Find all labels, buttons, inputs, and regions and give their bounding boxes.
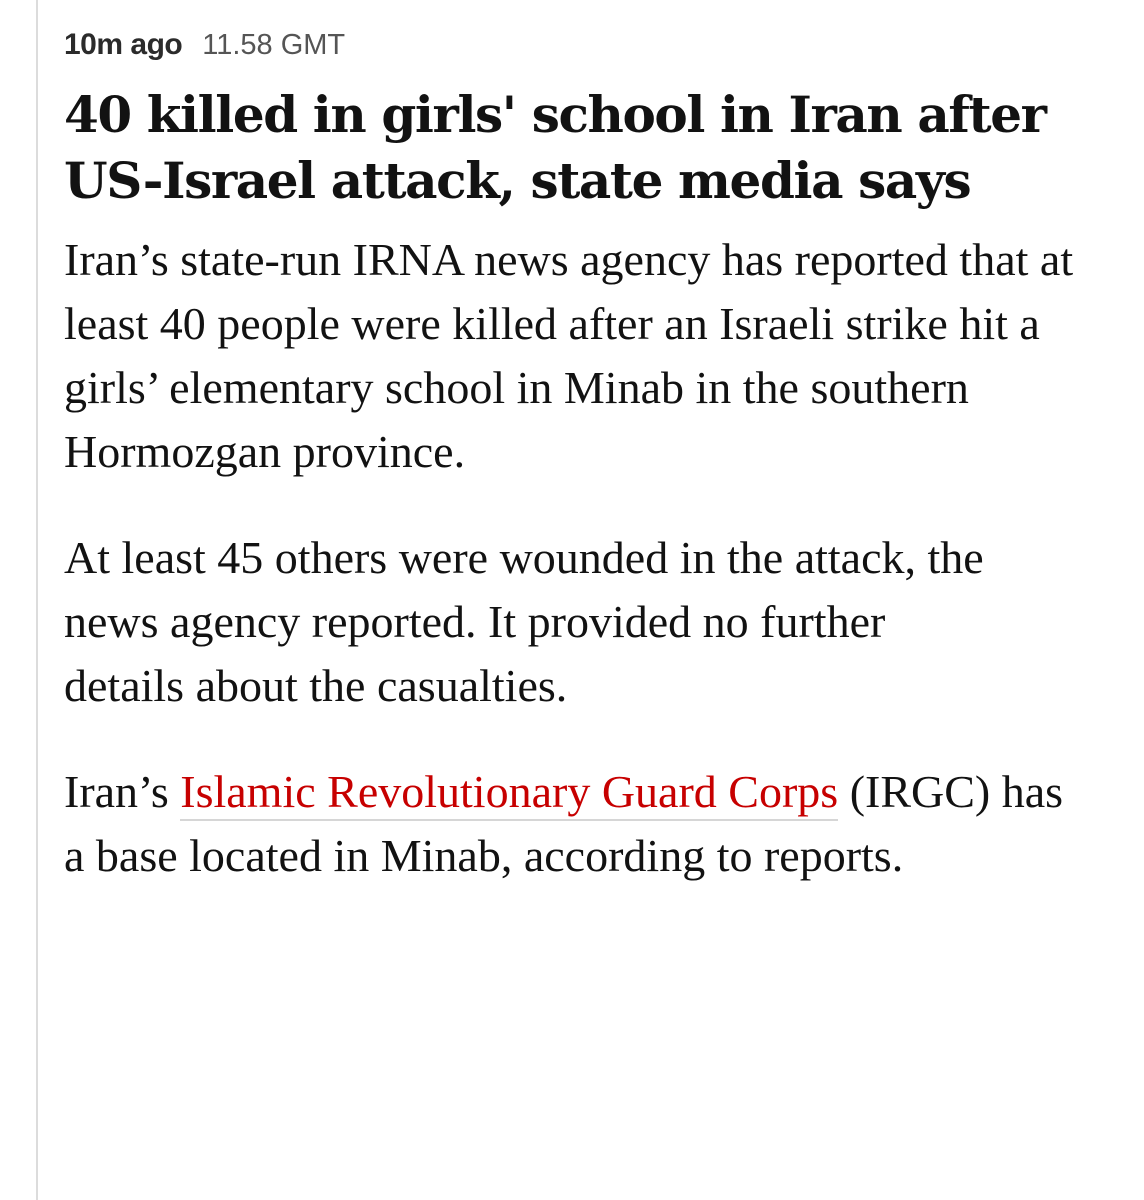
entry-headline: 40 killed in girls' school in Iran after US-Israel attack, state media says xyxy=(64,85,1046,210)
paragraph-text-after-link: (IRGC) has a base located in Minab, according to reports. xyxy=(64,766,1064,881)
paragraph-text-before-link: Iran’s xyxy=(64,766,181,817)
entry-meta xyxy=(64,28,1124,68)
time-ago-link[interactable]: 10m ago xyxy=(64,28,183,61)
irgc-link[interactable]: Islamic Revolutionary Guard Corps xyxy=(180,766,838,821)
body-paragraph-3 xyxy=(64,760,1064,888)
body-paragraph-1: Iran’s state-run IRNA news agency has reported that at least 40 people were killed after an Israeli strike hit a girls’ elementary school in Minab in the southern Hormozgan province. xyxy=(64,234,1074,477)
left-border-rule xyxy=(36,0,38,1200)
live-blog-entry xyxy=(64,0,1124,888)
body-paragraph-2: At least 45 others were wounded in the attack, the news agency reported. It provided no further details about the casualties. xyxy=(64,532,984,711)
timestamp: 11.58 GMT xyxy=(202,29,346,61)
